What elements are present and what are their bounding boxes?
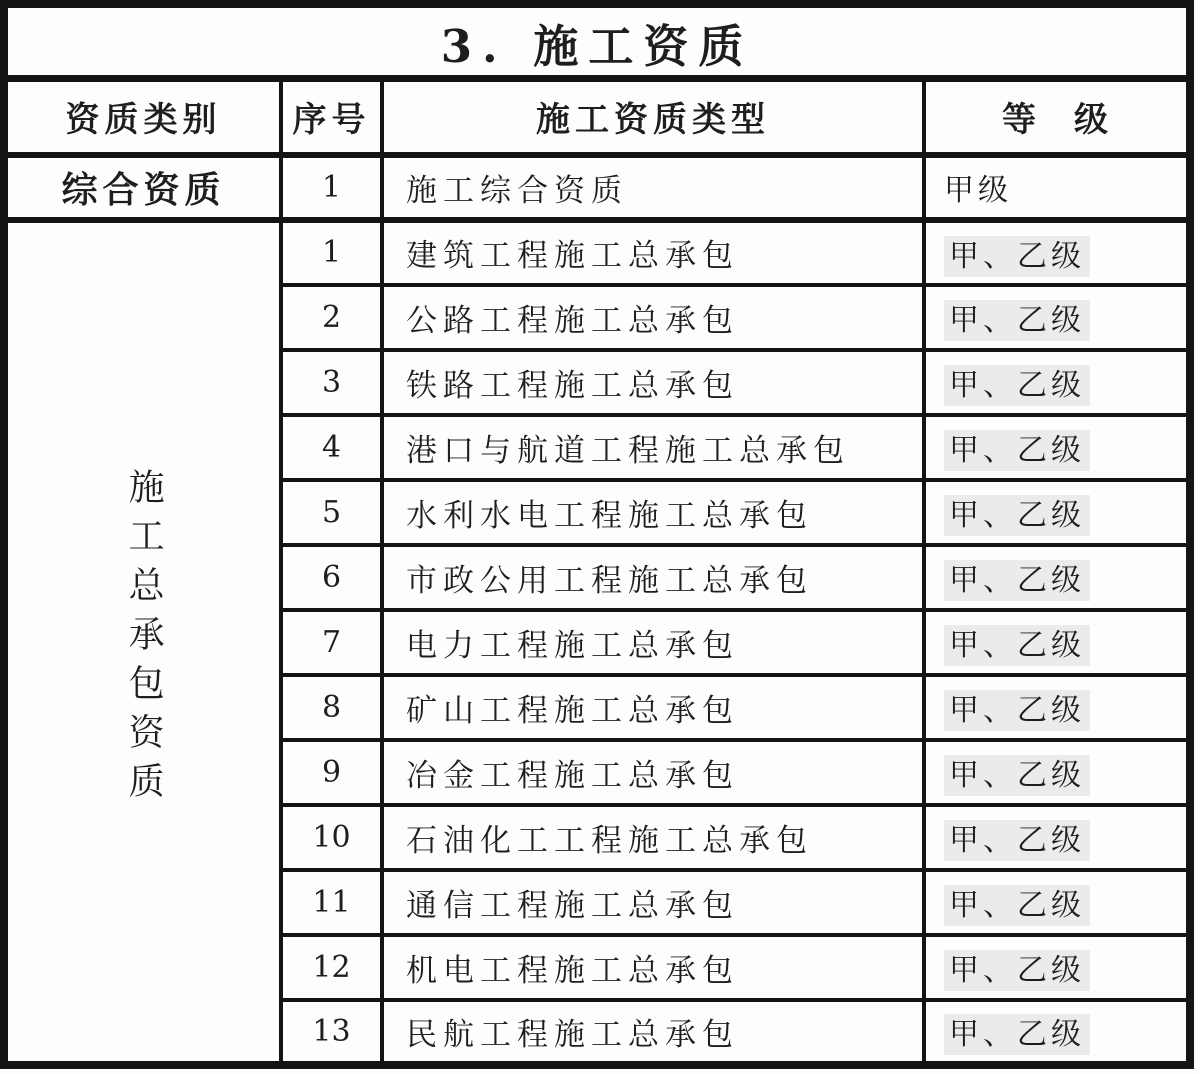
vertical-category-label: 施工总承包资质 xyxy=(123,468,165,811)
page-title: 3. 施工资质 xyxy=(4,4,1190,79)
row-qualification-type: 通信工程施工总承包 xyxy=(382,870,924,935)
grade-text: 甲、乙级 xyxy=(944,950,1090,991)
grade-text: 甲、乙级 xyxy=(944,690,1090,731)
row-serial-no: 6 xyxy=(281,545,382,610)
row-grade xyxy=(924,545,1190,610)
row-grade xyxy=(924,870,1190,935)
grade-text: 甲、乙级 xyxy=(944,300,1090,341)
row-grade xyxy=(924,740,1190,805)
row-serial-no: 4 xyxy=(281,415,382,480)
grade-text: 甲、乙级 xyxy=(944,625,1090,666)
row-qualification-type: 港口与航道工程施工总承包 xyxy=(382,415,924,480)
grade-text: 甲、乙级 xyxy=(944,820,1090,861)
category-general-contracting xyxy=(4,220,281,1065)
row-serial-no: 3 xyxy=(281,350,382,415)
row-serial-no: 7 xyxy=(281,610,382,675)
grade-text: 甲、乙级 xyxy=(944,365,1090,406)
header-qualification-type: 施工资质类型 xyxy=(382,79,924,155)
row-grade xyxy=(924,415,1190,480)
grade-text: 甲、乙级 xyxy=(944,755,1090,796)
grade-text: 甲、乙级 xyxy=(944,1014,1090,1055)
row-serial-no: 2 xyxy=(281,285,382,350)
row-serial-no: 11 xyxy=(281,870,382,935)
row-grade xyxy=(924,935,1190,1000)
grade-text: 甲、乙级 xyxy=(944,236,1090,277)
header-grade: 等 级 xyxy=(924,79,1190,155)
grade-text: 甲、乙级 xyxy=(944,885,1090,926)
row-serial-no: 13 xyxy=(281,1000,382,1065)
category-comprehensive: 综合资质 xyxy=(4,155,281,220)
table-row xyxy=(4,220,1190,285)
header-serial-no: 序号 xyxy=(281,79,382,155)
row-qualification-type: 民航工程施工总承包 xyxy=(382,1000,924,1065)
row-qualification-type: 机电工程施工总承包 xyxy=(382,935,924,1000)
row-serial-no: 10 xyxy=(281,805,382,870)
row-qualification-type: 水利水电工程施工总承包 xyxy=(382,480,924,545)
grade-text: 甲、乙级 xyxy=(944,560,1090,601)
row-qualification-type: 市政公用工程施工总承包 xyxy=(382,545,924,610)
row-qualification-type: 施工综合资质 xyxy=(382,155,924,220)
header-category: 资质类别 xyxy=(4,79,281,155)
grade-text: 甲、乙级 xyxy=(944,495,1090,536)
row-serial-no: 9 xyxy=(281,740,382,805)
grade-text: 甲、乙级 xyxy=(944,430,1090,471)
row-grade xyxy=(924,675,1190,740)
row-serial-no: 12 xyxy=(281,935,382,1000)
row-serial-no: 1 xyxy=(281,220,382,285)
row-qualification-type: 矿山工程施工总承包 xyxy=(382,675,924,740)
table-row-comprehensive xyxy=(4,155,1190,220)
row-grade xyxy=(924,155,1190,220)
grade-text: 甲级 xyxy=(944,173,1012,208)
row-qualification-type: 建筑工程施工总承包 xyxy=(382,220,924,285)
row-serial-no: 1 xyxy=(281,155,382,220)
row-qualification-type: 冶金工程施工总承包 xyxy=(382,740,924,805)
row-grade xyxy=(924,1000,1190,1065)
row-serial-no: 8 xyxy=(281,675,382,740)
row-grade xyxy=(924,610,1190,675)
row-serial-no: 5 xyxy=(281,480,382,545)
row-grade xyxy=(924,805,1190,870)
row-grade xyxy=(924,480,1190,545)
row-qualification-type: 电力工程施工总承包 xyxy=(382,610,924,675)
table-header-row xyxy=(4,79,1190,155)
row-grade xyxy=(924,350,1190,415)
row-qualification-type: 公路工程施工总承包 xyxy=(382,285,924,350)
title-row xyxy=(4,4,1190,79)
row-qualification-type: 铁路工程施工总承包 xyxy=(382,350,924,415)
row-qualification-type: 石油化工工程施工总承包 xyxy=(382,805,924,870)
row-grade xyxy=(924,220,1190,285)
row-grade xyxy=(924,285,1190,350)
